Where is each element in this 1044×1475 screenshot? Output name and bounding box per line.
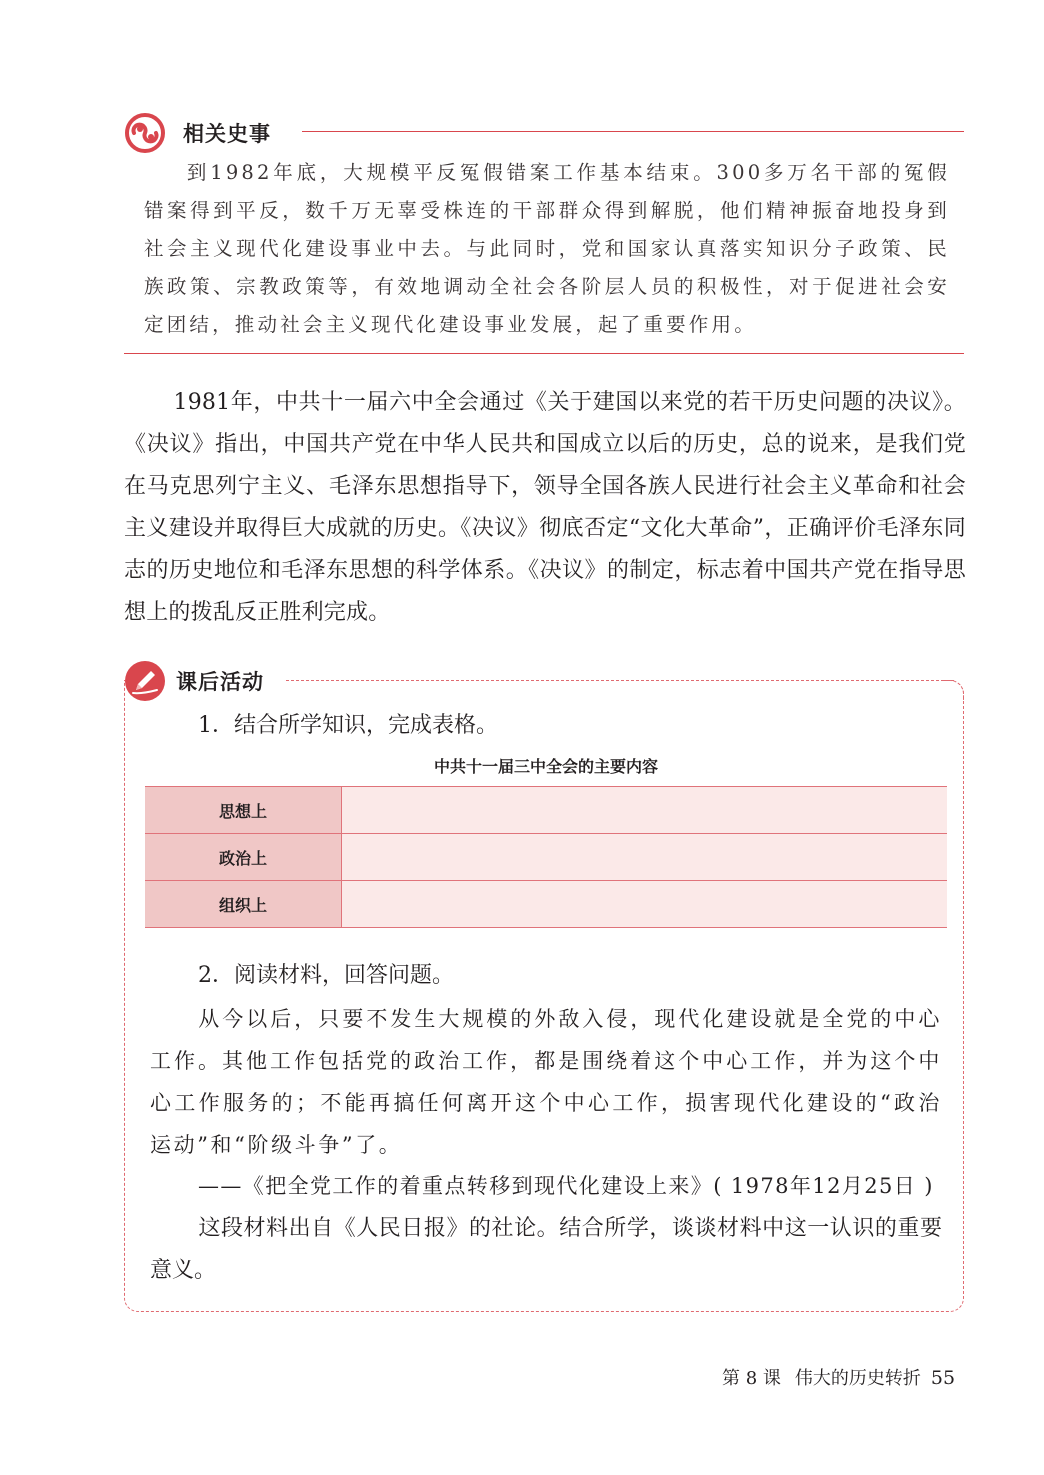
- task-text: 这段材料出自《人民日报》的社论。结合所学，谈谈材料中这一认识的重要意义。: [150, 1216, 942, 1283]
- section-title-related-history: 相关史事: [183, 122, 271, 146]
- main-paragraph: 1981年，中共十一届六中全会通过《关于建国以来党的若干历史问题的决议》。《决议》指出，中国共产党在中华人民共和国成立以后的历史，总的说来，是我们党在马克思列宁主义、毛泽东思想指导下，领导全国各族人民进行社会主义革命和社会主义建设并取得巨大成就的历史。《决议》彻底否定“文化大革命”，正确评价毛泽东同志的历史地位和毛泽东思想的科学体系。《决议》的制定，标志着中国共产党在指导思想上的拨乱反正胜利完成。: [124, 390, 966, 625]
- table-row-label: 组织上: [145, 881, 342, 928]
- question-2: 2．阅读材料，回答问题。: [198, 963, 454, 988]
- lesson-number: 第 8 课: [722, 1368, 781, 1389]
- question-1: 1．结合所学知识，完成表格。: [198, 713, 498, 738]
- page-footer: [722, 1364, 955, 1390]
- table-row: [145, 787, 947, 834]
- related-history-paragraph: 到1982年底，大规模平反冤假错案工作基本结束。300多万名干部的冤假错案得到平反，数千万无辜受株连的干部群众得到解脱，他们精神振奋地投身到社会主义现代化建设事业中去。与此同时，党和国家认真落实知识分子政策、民族政策、宗教政策等，有效地调动全社会各阶层人员的积极性，对于促进社会安定团结，推动社会主义现代化建设事业发展，起了重要作用。: [144, 161, 950, 336]
- reading-material: [150, 998, 942, 1166]
- lesson-title: 伟大的历史转折: [794, 1368, 921, 1389]
- quote-text: 从今以后，只要不发生大规模的外敌入侵，现代化建设就是全党的中心工作。其他工作包括党的政治工作，都是围绕着这个中心工作，并为这个中心工作服务的；不能再搞任何离开这个中心工作，损害现代化建设的“政治运动”和“阶级斗争”了。: [150, 1007, 942, 1157]
- related-history-text: [144, 154, 950, 344]
- main-body: [124, 382, 966, 634]
- page-number: 55: [930, 1367, 956, 1389]
- content-table: [145, 786, 947, 928]
- section-divider-top: [302, 131, 964, 132]
- table-row-label: 思想上: [145, 787, 342, 834]
- table-title: 中共十一届三中全会的主要内容: [433, 757, 658, 776]
- table-answer-cell[interactable]: [342, 834, 948, 881]
- table-row: [145, 881, 947, 928]
- table-row: [145, 834, 947, 881]
- section-divider-bottom: [124, 353, 964, 354]
- table-answer-cell[interactable]: [342, 787, 948, 834]
- swirl-icon: [124, 112, 166, 154]
- table-answer-cell[interactable]: [342, 881, 948, 928]
- task-text-block: [150, 1208, 942, 1292]
- table-row-label: 政治上: [145, 834, 342, 881]
- activity-box-corner: [944, 680, 964, 700]
- quote-source: ——《把全党工作的着重点转移到现代化建设上来》( 1978年12月25日 ): [198, 1174, 934, 1198]
- section-title-activity: 课后活动: [176, 670, 264, 694]
